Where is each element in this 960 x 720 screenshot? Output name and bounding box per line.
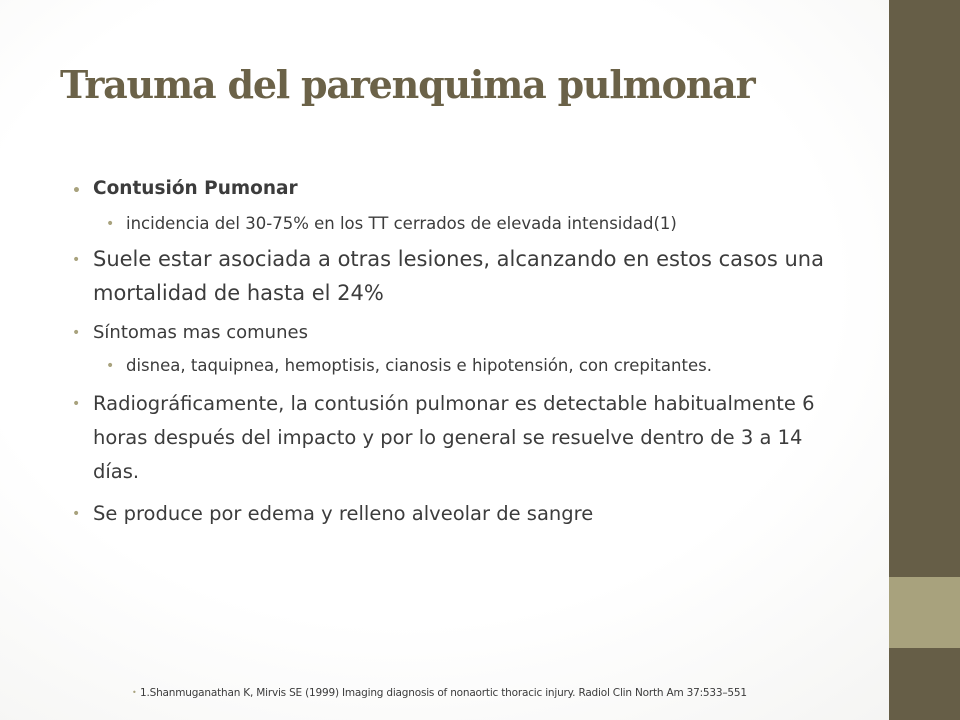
bullet-contusion <box>72 172 842 206</box>
bullet-asociada <box>72 242 842 310</box>
slide-title: Trauma del parenquima pulmonar <box>60 62 755 107</box>
bullet-sintomas <box>72 318 842 348</box>
side-band-bottom <box>889 648 960 720</box>
bullet-marker: • <box>72 325 81 341</box>
bullet-produce <box>72 497 842 531</box>
bullet-produce-text: Se produce por edema y relleno alveolar de sangre <box>93 502 594 525</box>
bullet-asociada-text: Suele estar asociada a otras lesiones, alcanzando en estos casos una mortalidad de hasta el 24% <box>93 247 824 305</box>
bullet-marker: • <box>72 506 81 522</box>
sub-bullet-disnea-text: disnea, taquipnea, hemoptisis, cianosis e hipotensión, con crepitantes. <box>126 356 712 375</box>
bullet-marker: • <box>132 688 137 697</box>
bullet-radiograficamente-text: Radiográficamente, la contusión pulmonar es detectable habitualmente 6 horas después del impacto y por lo general se resuelve dentro de 3 a 14 días. <box>93 392 815 483</box>
bullet-contusion-text: Contusión Pumonar <box>93 178 298 199</box>
reference-footnote-text: 1.Shanmuganathan K, Mirvis SE (1999) Imaging diagnosis of nonaortic thoracic injury. Radiol Clin North Am 37:533–551 <box>140 687 747 699</box>
sub-bullet-incidencia <box>72 210 842 238</box>
bullet-marker: • <box>72 252 81 268</box>
bullet-marker: • <box>72 396 81 412</box>
bullet-marker: • <box>106 358 115 374</box>
side-band-middle <box>889 577 960 648</box>
bullet-marker: • <box>72 183 81 199</box>
sub-bullet-incidencia-text: incidencia del 30-75% en los TT cerrados de elevada intensidad(1) <box>126 214 677 233</box>
bullet-marker: • <box>106 216 115 232</box>
bullet-radiograficamente <box>72 387 842 489</box>
bullet-sintomas-text: Síntomas mas comunes <box>93 322 308 343</box>
bullet-list <box>72 172 842 531</box>
sub-bullet-disnea <box>72 351 842 381</box>
reference-footnote <box>132 685 880 701</box>
side-band-top <box>889 0 960 577</box>
